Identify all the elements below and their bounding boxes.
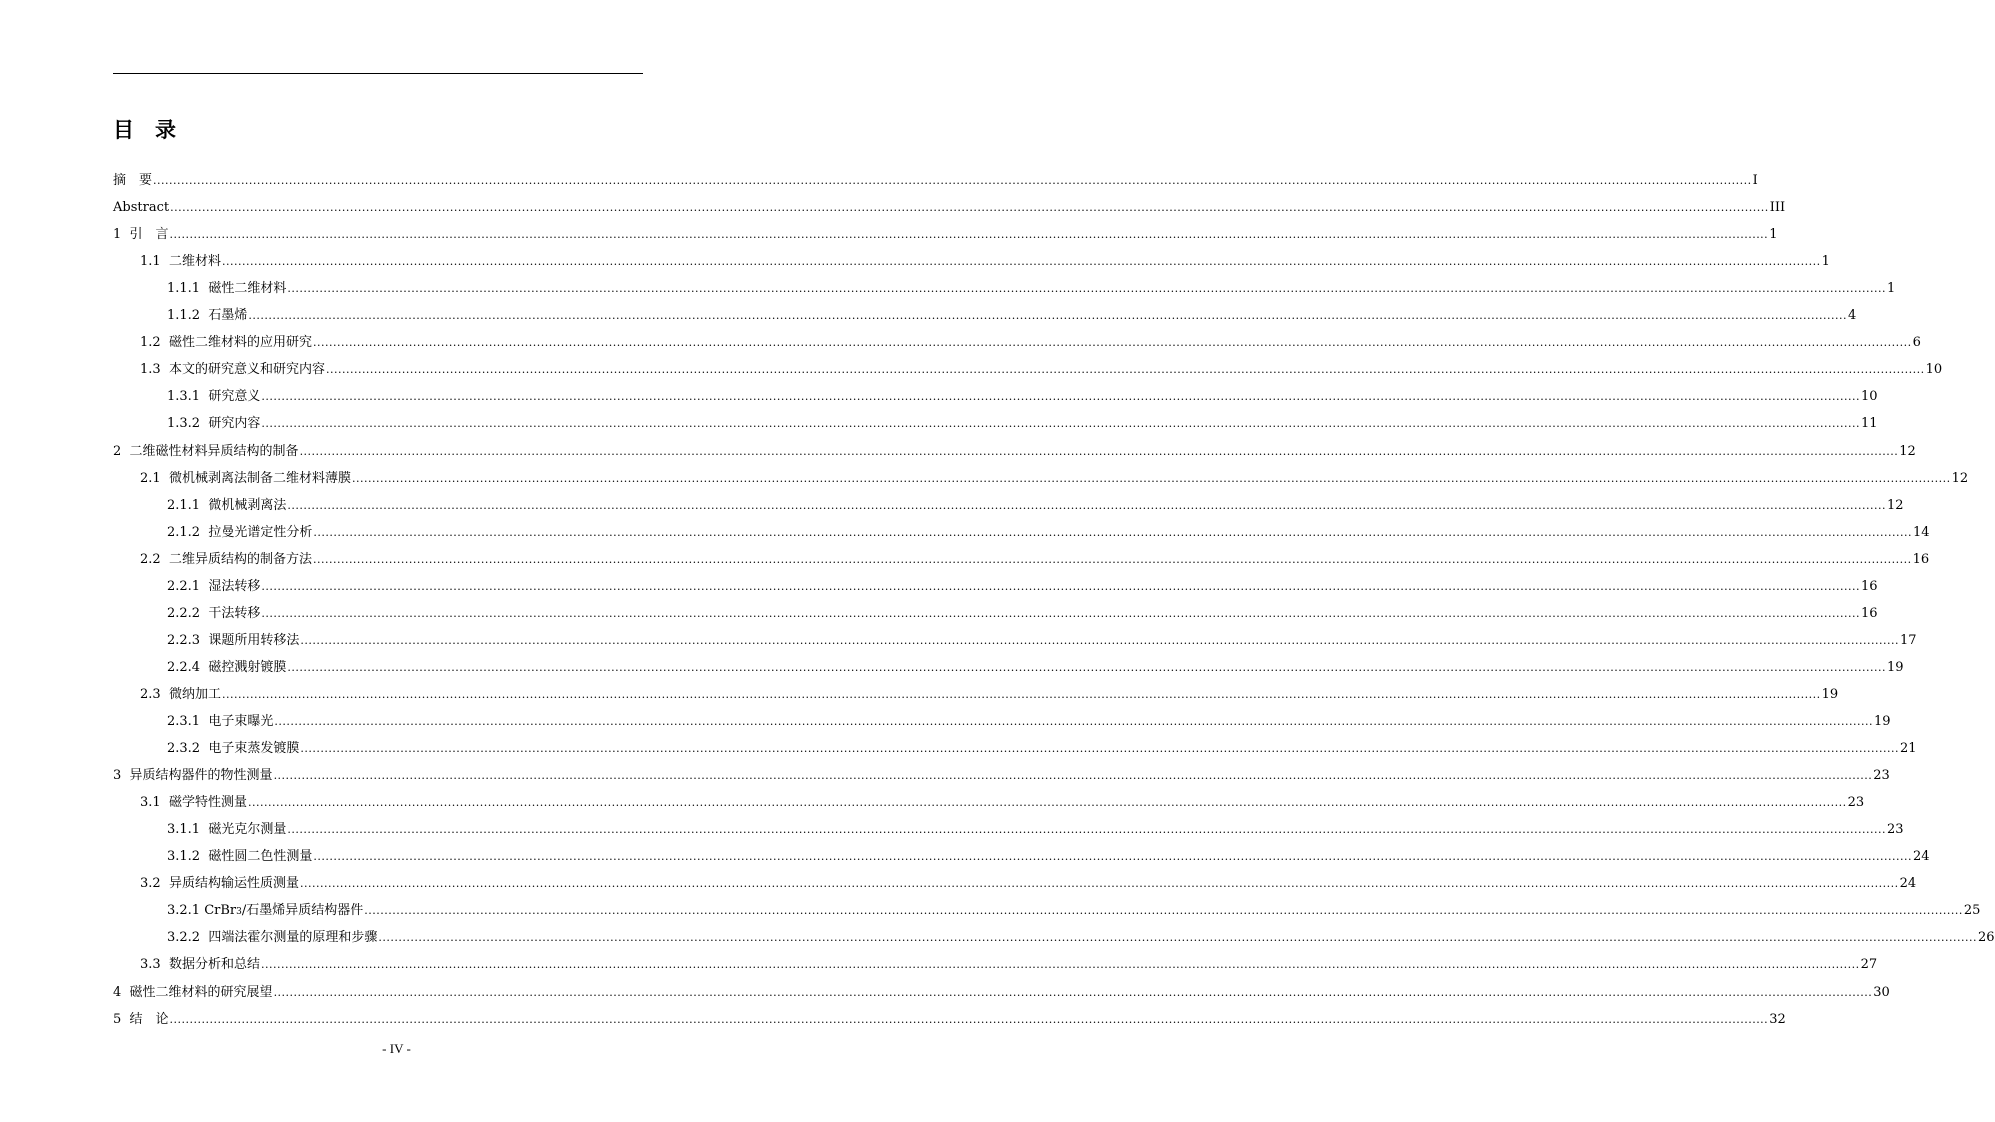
- toc-entry[interactable]: [167, 280, 1896, 298]
- dot-leader: ................................................................................................................................................................................................................................................................................................................................................................................................................: [273, 986, 1873, 999]
- toc-entry-number: 2.3.2: [167, 741, 209, 756]
- dot-leader: ................................................................................................................................................................................................................................................................................................................................................................................................................: [325, 363, 1925, 376]
- toc-entry-label: 本文的研究意义和研究内容: [168, 362, 325, 377]
- toc-entry-number: 2: [113, 444, 130, 459]
- page-title: 目 录: [113, 118, 176, 142]
- toc-entry[interactable]: [113, 199, 1786, 217]
- toc-entry-label: 微纳加工: [168, 687, 221, 702]
- toc-entry-number: 3.2.1 CrBr: [167, 903, 237, 918]
- dot-leader: ................................................................................................................................................................................................................................................................................................................................................................................................................: [287, 499, 1886, 512]
- toc-entry-page: 19: [1874, 714, 1891, 729]
- toc-entry-page: 30: [1873, 985, 1890, 1000]
- header-rule: [113, 73, 643, 74]
- dot-leader: ................................................................................................................................................................................................................................................................................................................................................................................................................: [169, 1013, 1769, 1026]
- toc-entry-number: 2.1: [140, 471, 169, 486]
- dot-leader: ................................................................................................................................................................................................................................................................................................................................................................................................................: [169, 228, 1769, 241]
- toc-entry[interactable]: [167, 929, 1995, 947]
- toc-entry-page: 12: [1887, 498, 1904, 513]
- toc-entry-page: 14: [1913, 525, 1930, 540]
- toc-entry-page: 6: [1912, 335, 1921, 350]
- toc-entry[interactable]: [167, 632, 1917, 650]
- dot-leader: ................................................................................................................................................................................................................................................................................................................................................................................................................: [378, 931, 1977, 944]
- toc-entry[interactable]: [140, 470, 1969, 488]
- toc-entry-page: 1: [1769, 227, 1778, 242]
- toc-entry-page: 17: [1900, 633, 1917, 648]
- dot-leader: ................................................................................................................................................................................................................................................................................................................................................................................................................: [300, 634, 1899, 647]
- dot-leader: ................................................................................................................................................................................................................................................................................................................................................................................................................: [274, 715, 1873, 728]
- dot-leader: ................................................................................................................................................................................................................................................................................................................................................................................................................: [260, 958, 1860, 971]
- toc-entry-page: 23: [1887, 822, 1904, 837]
- toc-entry-label: 磁性圆二色性测量: [208, 849, 313, 864]
- toc-entry[interactable]: [140, 253, 1830, 271]
- toc-entry-number: 2.2.2: [167, 606, 209, 621]
- dot-leader: ................................................................................................................................................................................................................................................................................................................................................................................................................: [299, 445, 1899, 458]
- toc-entry-number: 3.1.2: [167, 849, 209, 864]
- toc-entry-number: 2.2.1: [167, 579, 209, 594]
- toc-entry[interactable]: [167, 497, 1904, 515]
- toc-entry-page: 27: [1860, 957, 1878, 972]
- toc-entry-page: 10: [1861, 389, 1878, 404]
- toc-entry-page: 23: [1873, 768, 1890, 783]
- toc-entry-label: 异质结构器件的物性测量: [129, 768, 273, 783]
- toc-entry-number: 2.1.2: [167, 525, 209, 540]
- dot-leader: ................................................................................................................................................................................................................................................................................................................................................................................................................: [247, 796, 1847, 809]
- toc-entry-page: 25: [1963, 903, 1981, 918]
- toc-entry-label: 磁光克尔测量: [208, 822, 287, 837]
- toc-entry-label: 磁性二维材料的应用研究: [168, 335, 312, 350]
- toc-entry-page: 26: [1978, 930, 1995, 945]
- toc-entry-page: I: [1752, 173, 1758, 188]
- toc-entry-page: 1: [1821, 254, 1830, 269]
- toc-entry-page: 16: [1861, 579, 1878, 594]
- toc-entry-number: 3.3: [140, 957, 169, 972]
- dot-leader: ................................................................................................................................................................................................................................................................................................................................................................................................................: [300, 742, 1899, 755]
- dot-leader: ................................................................................................................................................................................................................................................................................................................................................................................................................: [261, 580, 1860, 593]
- toc-entry-page: 23: [1847, 795, 1865, 810]
- toc-entry[interactable]: [140, 551, 1930, 569]
- toc-entry-label: 石墨烯: [208, 308, 248, 323]
- dot-leader: ................................................................................................................................................................................................................................................................................................................................................................................................................: [221, 688, 1821, 701]
- toc-entry-number: 2.2.3: [167, 633, 209, 648]
- toc-entry-number: 5 结 论: [113, 1012, 169, 1027]
- toc-entry-page: 24: [1913, 849, 1930, 864]
- toc-entry-number: 1.1.2: [167, 308, 209, 323]
- toc-entry[interactable]: [167, 713, 1891, 731]
- toc-entry-number: Abstract: [113, 200, 170, 215]
- dot-leader: ................................................................................................................................................................................................................................................................................................................................................................................................................: [261, 417, 1860, 430]
- toc-entry-label: 异质结构输运性质测量: [168, 876, 299, 891]
- dot-leader: ................................................................................................................................................................................................................................................................................................................................................................................................................: [170, 201, 1769, 214]
- toc-entry-number: 3.1.1: [167, 822, 209, 837]
- toc-entry[interactable]: [113, 172, 1758, 190]
- dot-leader: ................................................................................................................................................................................................................................................................................................................................................................................................................: [312, 553, 1912, 566]
- toc-entry[interactable]: [113, 1011, 1786, 1029]
- toc-entry-label: 微机械剥离法制备二维材料薄膜: [168, 471, 351, 486]
- toc-entry[interactable]: [167, 659, 1904, 677]
- toc-entry-number: 3: [113, 768, 130, 783]
- dot-leader: ................................................................................................................................................................................................................................................................................................................................................................................................................: [312, 336, 1912, 349]
- dot-leader: ................................................................................................................................................................................................................................................................................................................................................................................................................: [261, 390, 1860, 403]
- dot-leader: ................................................................................................................................................................................................................................................................................................................................................................................................................: [287, 661, 1886, 674]
- toc-entry-number: 3.2: [140, 876, 169, 891]
- toc-entry-page: 12: [1951, 471, 1969, 486]
- toc-entry[interactable]: [140, 875, 1917, 893]
- toc-entry-number: 3.1: [140, 795, 169, 810]
- toc-entry-label: 磁性二维材料的研究展望: [129, 985, 273, 1000]
- toc-entry[interactable]: [113, 226, 1778, 244]
- toc-entry-page: 19: [1887, 660, 1904, 675]
- toc-entry[interactable]: [113, 984, 1890, 1002]
- toc-entry-page: 1: [1887, 281, 1896, 296]
- toc-entry-label: 微机械剥离法: [208, 498, 287, 513]
- dot-leader: ................................................................................................................................................................................................................................................................................................................................................................................................................: [299, 877, 1899, 890]
- toc-entry-label: 拉曼光谱定性分析: [208, 525, 313, 540]
- dot-leader: ................................................................................................................................................................................................................................................................................................................................................................................................................: [313, 526, 1912, 539]
- toc-entry[interactable]: [167, 848, 1930, 866]
- toc-entry-page: 10: [1925, 362, 1943, 377]
- toc-entry-page: 11: [1861, 416, 1878, 431]
- toc-entry-number: 1.3.1: [167, 389, 209, 404]
- toc-entry[interactable]: [167, 524, 1930, 542]
- toc-entry-page: 16: [1912, 552, 1930, 567]
- toc-entry-label: 湿法转移: [208, 579, 261, 594]
- toc-entry-number: 1.1.1: [167, 281, 209, 296]
- toc-entry-number: 3.2.2: [167, 930, 209, 945]
- toc-entry-label: 课题所用转移法: [208, 633, 300, 648]
- toc-entry-number: 2.2.4: [167, 660, 209, 675]
- toc-entry-page: 21: [1900, 741, 1917, 756]
- toc-entry-number: 1 引 言: [113, 227, 169, 242]
- toc-entry-number: 1.3: [140, 362, 169, 377]
- toc-entry-number: 摘 要: [113, 173, 153, 188]
- toc-entry-page: 12: [1899, 444, 1916, 459]
- toc-entry-label: 二维材料: [168, 254, 221, 269]
- toc-entry-page: 4: [1848, 308, 1857, 323]
- toc-entry[interactable]: 3.2.1 CrBr 3 /石墨烯异质结构器件 ................................................................................................................................................................................................................................................................................................................................................................................................................ 25: [167, 903, 1981, 918]
- dot-leader: ................................................................................................................................................................................................................................................................................................................................................................................................................: [153, 174, 1752, 187]
- toc-entry-label: 干法转移: [208, 606, 261, 621]
- dot-leader: ................................................................................................................................................................................................................................................................................................................................................................................................................: [248, 309, 1847, 322]
- toc-entry-page: 24: [1899, 876, 1917, 891]
- toc-entry-label: 电子束蒸发镀膜: [208, 741, 300, 756]
- toc-entry-number: 4: [113, 985, 130, 1000]
- toc-entry-label: 磁性二维材料: [208, 281, 287, 296]
- toc-entry-label: 电子束曝光: [208, 714, 274, 729]
- toc-entry-page: III: [1769, 200, 1786, 215]
- toc-entry[interactable]: [167, 307, 1857, 325]
- toc-entry-label: /石墨烯异质结构器件: [241, 903, 364, 918]
- toc-entry-label: 二维磁性材料异质结构的制备: [129, 444, 299, 459]
- toc-entry[interactable]: [167, 388, 1878, 406]
- toc-entry-number: 1.3.2: [167, 416, 209, 431]
- toc-entry-page: 32: [1769, 1012, 1786, 1027]
- toc-entry-label: 研究内容: [208, 416, 261, 431]
- toc-entry[interactable]: [167, 740, 1917, 758]
- dot-leader: ................................................................................................................................................................................................................................................................................................................................................................................................................: [364, 904, 1963, 917]
- toc-entry-page: 19: [1821, 687, 1839, 702]
- toc-entry-page: 16: [1861, 606, 1878, 621]
- toc-entry[interactable]: [113, 767, 1890, 785]
- toc-entry-number: 1.2: [140, 335, 169, 350]
- toc-entry-number: 1.1: [140, 254, 169, 269]
- toc-entry-label: 磁控溅射镀膜: [208, 660, 287, 675]
- dot-leader: ................................................................................................................................................................................................................................................................................................................................................................................................................: [273, 769, 1873, 782]
- dot-leader: ................................................................................................................................................................................................................................................................................................................................................................................................................: [287, 282, 1886, 295]
- toc-entry-label: 数据分析和总结: [168, 957, 260, 972]
- toc-entry-label: 磁学特性测量: [168, 795, 247, 810]
- dot-leader: ................................................................................................................................................................................................................................................................................................................................................................................................................: [261, 607, 1860, 620]
- toc-entry[interactable]: [140, 334, 1921, 352]
- toc-entry[interactable]: [140, 956, 1878, 974]
- dot-leader: ................................................................................................................................................................................................................................................................................................................................................................................................................: [351, 472, 1951, 485]
- toc-entry-label: 二维异质结构的制备方法: [168, 552, 312, 567]
- dot-leader: ................................................................................................................................................................................................................................................................................................................................................................................................................: [287, 823, 1886, 836]
- dot-leader: ................................................................................................................................................................................................................................................................................................................................................................................................................: [313, 850, 1912, 863]
- toc-entry[interactable]: [167, 821, 1904, 839]
- toc-entry-number: 2.3: [140, 687, 169, 702]
- page-number-footer: - IV -: [382, 1041, 411, 1056]
- dot-leader: ................................................................................................................................................................................................................................................................................................................................................................................................................: [221, 255, 1821, 268]
- toc-entry-label: 四端法霍尔测量的原理和步骤: [208, 930, 378, 945]
- toc-entry-number: 2.1.1: [167, 498, 209, 513]
- toc-entry[interactable]: [113, 443, 1916, 461]
- toc-entry[interactable]: [167, 415, 1878, 433]
- toc-entry-number: 2.2: [140, 552, 169, 567]
- toc-entry[interactable]: [140, 361, 1943, 379]
- toc-entry[interactable]: [140, 686, 1839, 704]
- toc-entry-label: 研究意义: [208, 389, 261, 404]
- toc-entry-number: 2.3.1: [167, 714, 209, 729]
- toc-entry[interactable]: [167, 578, 1878, 596]
- toc-entry[interactable]: [167, 605, 1878, 623]
- toc-entry[interactable]: [140, 794, 1865, 812]
